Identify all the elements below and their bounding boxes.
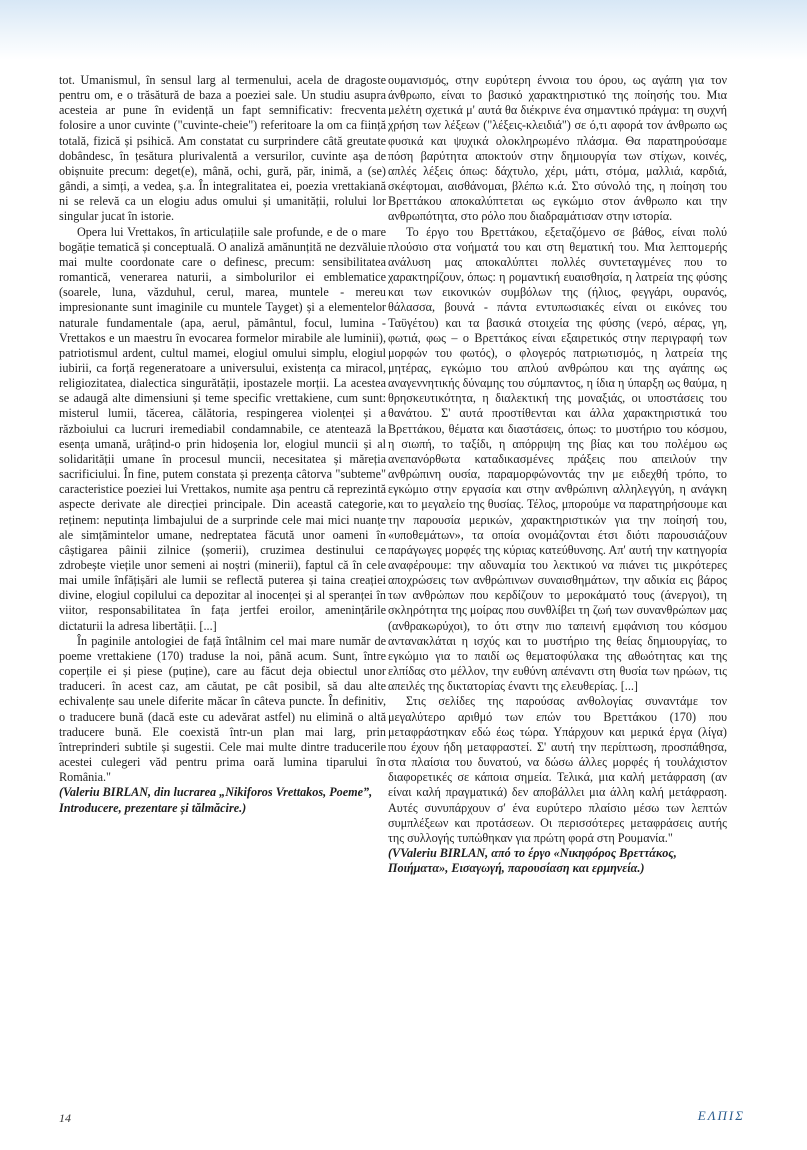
romanian-paragraph-2: Opera lui Vrettakos, în articulațiile sale profunde, e de o mare bogăție tematică și conceptuală. O analiză amănunțită ne dezvăluie mai multe coordonate care o definesc, precum: sensibilitatea romantică, venerarea naturii, a simbolurilor ei emblematice (soarele, luna, văzduhul, cerul, marea, muntele - mereu impresionante sunt imaginile cu muntele Tayget) și a elementelor naturale fundamentale (apa, aerul, pământul, focul, lumina - Vrettakos e un maestru în evocarea formelor mirabile ale luminii), patriotismul ardent, cultul mamei, elogiul omului simplu, elogiul iubirii, ca forță regeneratoare a universului, existența ca miracol, religiozitatea, dialectica singurătății, ipostazele morții. La acestea se adaugă alte dimensiuni și teme specific vrettakiene, cum sunt: misterul lumii, tăcerea, călătoria, respingerea violenței și a războiului ca lucruri iremediabil condamnabile, ce atentează la esența umană, urâțind-o prin hidoșenia lor, elogiul muncii și al solidarității umane în procesul muncii, necesitatea și măreția sacrificiului. În fine, putem constata și prezența câtorva "subteme" caracteristice poeziei lui Vrettakos, numite așa pentru că reprezintă aspecte derivate ale direcției principale. Din această categorie, reținem: neputința limbajului de a surprinde cele mai mici nuanțe ale simțămintelor umane, nedreptatea făcută unor oameni în câștigarea pâinii zilnice (șomerii), cruzimea destinului ce zdrobește viețile unor semeni ai noștri (minerii), faptul că în cele mai umile înfățișări ale lumii se reflectă puterea și taina creației divine, elogiul copilului ca depozitar al inocenței și al speranței în viitor, responsabilitatea în fața jertfei eroilor, amenințările dictaturii la adresa libertății. [...] [59, 224, 386, 633]
greek-source-credit: (VValeriu BIRLAN, από το έργο «Νικηφόρος Βρεττάκος, Ποιήματα», Εισαγωγή, παρουσίαση και ερμηνεία.) [388, 845, 677, 876]
greek-text-column [388, 73, 727, 876]
magazine-name: ΕΛΠΙΣ [697, 1108, 745, 1123]
romanian-source-credit: (Valeriu BIRLAN, din lucrarea „Nikiforos Vrettakos, Poeme”, Introducere, prezentare și tălmăcire.) [59, 785, 373, 815]
greek-paragraph-3: Στις σελίδες της παρούσας ανθολογίας συναντάμε τον μεγαλύτερο αριθμό των επών του Βρεττάκου (170) που μεταφράστηκαν εδώ έως τώρα. Υπάρχουν και μερικά έργα (λίγα) που έχουν ήδη μεταφραστεί. Σ' αυτή την περίπτωση, προσπάθησα, στα πλαίσια του δυνατού, να δώσω άλλες μορφές ή τουλάχιστον διαφορετικές σε κάποια σημεία. Τελικά, μια καλή μετάφραση (αν είναι καλή πραγματικά) δεν αποβάλλει μια άλλη καλή μετάφραση. Αυτές συνυπάρχουν σ' ένα ευρύτερο πλαίσιο μέσω των λεπτών συμπλέξεων και προτάσεων. Οι περισσότερες μεταφράσεις αυτής της συλλογής τυπώθηκαν για πρώτη φορά στη Ρουμανία." [388, 694, 727, 845]
greek-paragraph-2: Το έργο του Βρεττάκου, εξεταζόμενο σε βάθος, είναι πολύ πλούσιο στα νοήματά του και στη θεματική του. Μια λεπτομερής ανάλυση μας αποκαλύπτει πολλές συντεταγμένες που το χαρακτηρίζουν, όπως: η ρομαντική ευαισθησία, η λατρεία της φύσης και των εικονικών συμβόλων της (ήλιος, φεγγάρι, ουρανός, θάλασσα, βουνά - πάντα εντυπωσιακές είναι οι εικόνες του Ταϋγέτου) και τα βασικά στοιχεία της φύσης (νερό, αέρας, γη, φωτιά, φως – ο Βρεττάκος είναι εξαιρετικός στην περιγραφή των μορφών του φωτός), ο φλογερός πατριωτισμός, η λατρεία της μητέρας, εγκώμιο του απλού ανθρώπου και της αγάπης ως αναγεννητικής δύναμης του σύμπαντος, η ίδια η ύπαρξη ως θαύμα, η θρησκευτικότητα, η διαλεκτική της μοναξιάς, οι υποστάσεις του θανάτου. Σ' αυτά προστίθενται και άλλα χαρακτηριστικά του Βρεττάκου, θέματα και διαστάσεις, όπως: το μυστήριο του κόσμου, η σιωπή, το ταξίδι, η απόρριψη της βίας και του πολέμου ως ανεπανόρθωτα καταδικασμένες πράξεις που απειλούν την ανθρώπινη ουσία, παραμορφώνοντάς την με ειδεχθή τρόπο, το εγκώμιο στην εργασία και στην ανθρώπινη αλληλεγγύη, η ανάγκη και το μεγαλείο της θυσίας. Τέλος, μπορούμε να παρατηρήσουμε και την παρουσία μερικών, χαρακτηριστικών για την ποίησή του, «υποθεμάτων», τα οποία ονομάζονται έτσι διότι παρουσιάζουν παράγωγες μορφές της κύριας κατεύθυνσης. Απ' αυτή την κατηγορία αναφέρουμε: την αδυναμία του λεκτικού να πιάνει τις μικρότερες αποχρώσεις των ανθρώπινων συναισθημάτων, την αδικία εις βάρος των ανθρώπων που κερδίζουν το μεροκάματό τους (άνεργοι), τη σκληρότητα της μοίρας που συνθλίβει τη ζωή των συνανθρώπων μας (ανθρακωρύχοι), το ότι στην πιο ταπεινή εμφάνιση του κόσμου αντανακλάται η ισχύς και το μυστήριο της θείας δημιουργίας, το εγκώμιο για το παιδί ως θεματοφύλακα της αθωότητας και της ελπίδας στο μέλλον, την ευθύνη απέναντι στη θυσία των ηρώων, τις απειλές της δικτατορίας έναντι της ελευθερίας. [...] [388, 224, 727, 694]
romanian-paragraph-3: În paginile antologiei de față întâlnim cel mai mare număr de poeme vrettakiene (170) traduse la noi, până acum. Sunt, între coperțile ei și piese (puține), care au făcut deja obiectul unor traduceri. în acest caz, am căutat, pe cât posibil, să dau alte echivalențe sau unele diferite măcar în câteva puncte. În definitiv, o traducere bună (dacă este cu adevărat astfel) nu elimină o altă traducere bună. Ele coexistă într-un plan mai larg, prin întreprinderi subtile și sugestii. Cele mai multe dintre traducerile acestei culegeri văd pentru prima oară lumina tiparului în România." [59, 633, 386, 785]
page-number: 14 [59, 1111, 71, 1125]
romanian-text-column [59, 73, 386, 816]
romanian-paragraph-1: tot. Umanismul, în sensul larg al termenului, acela de dragoste pentru om, e o trăsătură de baza a poeziei sale. Un studiu asupra acesteia ar pune în evidență un fapt semnificativ: frecventa folosire a unor cuvinte ("cuvinte-cheie") referitoare la om ca ființă totală, fizică și psihică. Am constatat cu surprindere câtă greutate dobândesc, în țesătura plurivalentă a versurilor, cuvinte așa de obișnuite precum: deget(e), mână, ochi, gură, păr, inimă, a (se) gândi, a simți, a vedea, ș.a. În integralitatea ei, poezia vrettakiană ni se relevă ca un elogiu adus omului și umanității, rolului lor singular jucat în istorie. [59, 73, 386, 224]
greek-paragraph-1: ουμανισμός, στην ευρύτερη έννοια του όρου, ως αγάπη για τον άνθρωπο, είναι το βασικό χαρακτηριστικό της ποίησής του. Μια μελέτη σχετικά μ' αυτά θα διέκρινε ένα σημαντικό πράγμα: τη συχνή χρήση των λέξεων ("λέξεις-κλειδιά") σε ό,τι αφορά τον άνθρωπο ως φυσικά και ψυχικά ολοκληρωμένο πλάσμα. Θα παρατηρούσαμε πόση βαρύτητα αποκτούν στην δημιουργία των στίχων, κοινές, απλές λέξεις όπως: δάχτυλο, χέρι, μάτι, στόμα, μαλλιά, καρδιά, σκέφτομαι, αισθάνομαι, βλέπω κ.ά. Στο σύνολό της, η ποίηση του Βρεττάκου αποκαλύπτεται ως εγκώμιο στον άνθρωπο και την ανθρωπότητα, στο ρόλο που διαδραμάτισαν στην ιστορία. [388, 73, 727, 224]
header-gradient-band [0, 0, 807, 60]
